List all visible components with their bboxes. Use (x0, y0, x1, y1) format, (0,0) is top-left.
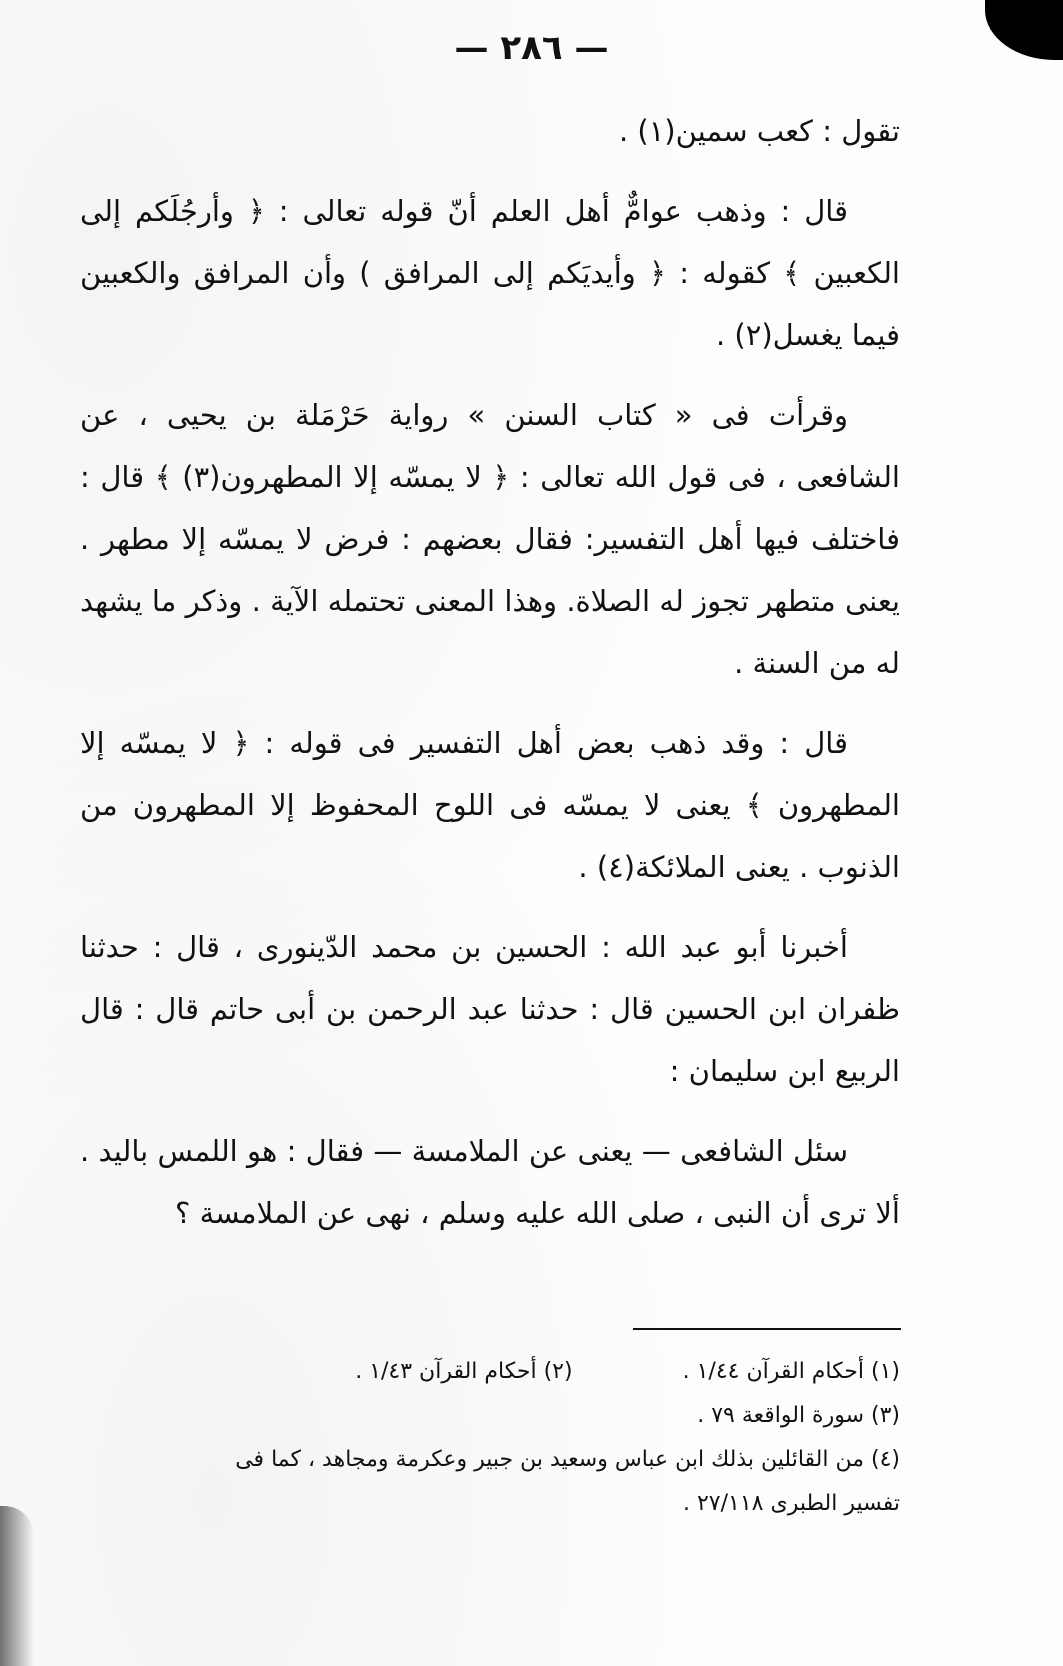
footnote-3: (٣) سورة الواقعة ٧٩ . (697, 1403, 900, 1428)
footnote-4: (٤) من القائلين بذلك ابن عباس وسعيد بن جبير وعكرمة ومجاهد ، كما فى تفسير الطبرى ٢٧/١١٨ . (235, 1447, 900, 1516)
footnote-1: (١) أحكام القرآن ١/٤٤ . (682, 1359, 900, 1384)
footnote-divider (633, 1328, 901, 1330)
paragraph-1: تقول : كعب سمين(١) . (618, 114, 900, 148)
footnote-2: (٢) أحكام القرآن ١/٤٣ . (355, 1359, 573, 1384)
main-text (80, 100, 900, 1262)
scan-edge-shadow (0, 1506, 34, 1666)
paragraph-5: أخبرنا أبو عبد الله : الحسين بن محمد الدّينورى ، قال : حدثنا ظفران ابن الحسين قال : حدثنا عبد الرحمن بن أبى حاتم قال : قال الربيع ابن سليمان : (80, 930, 900, 1088)
footnote-row-3 (80, 1438, 900, 1526)
footnote-row-1 (80, 1350, 900, 1394)
paragraph-4: قال : وقد ذهب بعض أهل التفسير فى قوله : ﴿ لا يمسّه إلا المطهرون ﴾ يعنى لا يمسّه فى اللوح المحفوظ إلا المطهرون من الذنوب . يعنى الملائكة(٤) . (80, 726, 900, 884)
page-number: — ٢٨٦ — (454, 28, 609, 68)
paragraph-2: قال : وذهب عوامٌّ أهل العلم أنّ قوله تعالى : ﴿ وأرجُلَكم إلى الكعبين ﴾ كقوله : ﴿ وأيديَكم إلى المرافق ) وأن المرافق والكعبين فيما يغسل(٢) . (80, 194, 900, 352)
footnote-row-2 (80, 1394, 900, 1438)
paragraph-6: سئل الشافعى — يعنى عن الملامسة — فقال : هو اللمس باليد . ألا ترى أن النبى ، صلى الله عليه وسلم ، نهى عن الملامسة ؟ (80, 1134, 900, 1230)
paragraph-3: وقرأت فى « كتاب السنن » رواية حَرْمَلة بن يحيى ، عن الشافعى ، فى قول الله تعالى : ﴿ لا يمسّه إلا المطهرون(٣) ﴾ قال : فاختلف فيها أهل التفسير: فقال بعضهم : فرض لا يمسّه إلا مطهر . يعنى متطهر تجوز له الصلاة. وهذا المعنى تحتمله الآية . وذكر ما يشهد له من السنة . (80, 398, 900, 680)
footnotes (80, 1350, 900, 1526)
